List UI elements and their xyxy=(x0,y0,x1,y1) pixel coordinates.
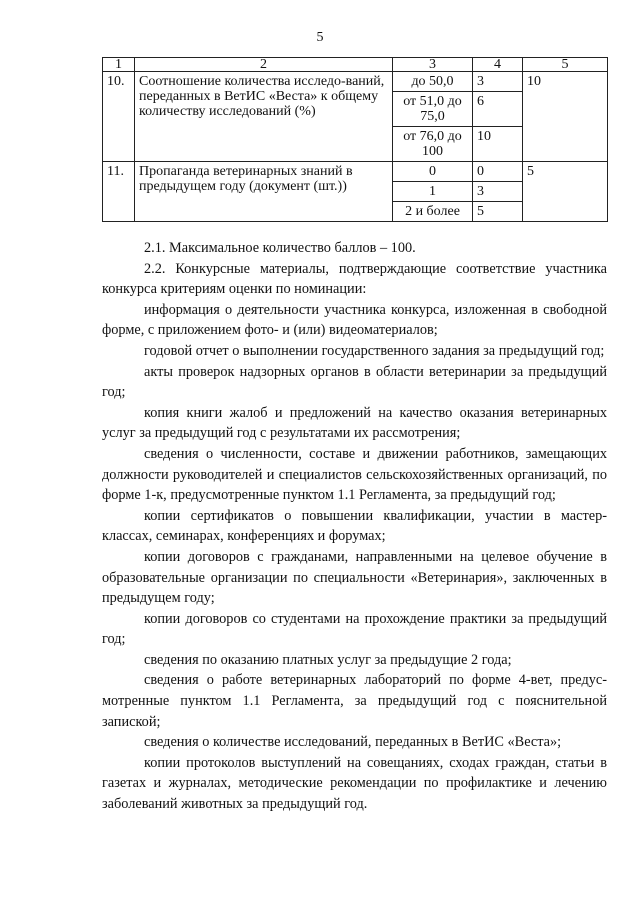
list-item: годовой отчет о выполнении государственного задания за предыдущий год; xyxy=(144,342,605,359)
list-item: копия книги жалоб и предложений на качество оказания ветеринарных услуг за предыдущий год с результатами их рассмотрения; xyxy=(102,404,607,442)
list-item: копии сертификатов о повышении квалификации, участии в мастер-классах, семинарах, конференциях и форумах; xyxy=(102,507,607,545)
score-cell: 5 xyxy=(473,202,523,222)
list-item: сведения о численности, составе и движении работников, замещающих должности руководителей и специалистов сельскохозяйственных организаций, по форме 1-к, предусмотренные пунктом 1.1 Регламента, за предыдущий год; xyxy=(102,445,607,504)
list-item: сведения о работе ветеринарных лабораторий по форме 4-вет, предус-мотренные пунктом 1.1 Регламента, за предыдущий год с пояснительной запиской; xyxy=(102,672,607,730)
header-cell: 5 xyxy=(523,58,608,72)
criterion-cell: Соотношение количества исследо-ваний, переданных в ВетИС «Веста» к общему количеству исследований (%) xyxy=(135,72,393,162)
header-cell: 1 xyxy=(103,58,135,72)
range-cell: от 76,0 до 100 xyxy=(393,127,473,162)
table-header-row xyxy=(103,58,608,72)
header-cell: 3 xyxy=(393,58,473,72)
list-item: копии договоров со студентами на прохождение практики за предыдущий год; xyxy=(102,610,607,648)
document-body xyxy=(102,238,607,815)
paragraph-max-score: 2.1. Максимальное количество баллов – 100. xyxy=(144,240,416,256)
range-cell: до 50,0 xyxy=(393,72,473,92)
page-number: 5 xyxy=(316,30,324,45)
criterion-cell: Пропаганда ветеринарных знаний в предыдущем году (документ (шт.)) xyxy=(135,162,393,222)
header-cell: 2 xyxy=(135,58,393,72)
score-cell: 3 xyxy=(473,72,523,92)
list-item: сведения о количестве исследований, переданных в ВетИС «Веста»; xyxy=(144,734,562,751)
criteria-table xyxy=(102,57,608,222)
max-score-cell: 5 xyxy=(523,162,608,222)
score-cell: 6 xyxy=(473,92,523,127)
list-item: копии протоколов выступлений на совещаниях, сходах граждан, статьи в газетах и журналах, методические рекомендации по профилактике и лечению заболеваний животных за предыдущий год. xyxy=(102,754,607,813)
range-cell: 2 и более xyxy=(393,202,473,222)
range-cell: 1 xyxy=(393,182,473,202)
list-item: акты проверок надзорных органов в области ветеринарии за предыдущий год; xyxy=(102,363,607,401)
paragraph-materials-intro: 2.2. Конкурсные материалы, подтверждающие соответствие участника конкурса критериям оценки по номинации: xyxy=(102,260,607,298)
range-cell: от 51,0 до 75,0 xyxy=(393,92,473,127)
list-item: информация о деятельности участника конкурса, изложенная в свободной форме, с приложением фото- и (или) видеоматериалов; xyxy=(102,301,607,339)
range-cell: 0 xyxy=(393,162,473,182)
row-number: 11. xyxy=(103,162,135,222)
score-cell: 10 xyxy=(473,127,523,162)
max-score-cell: 10 xyxy=(523,72,608,162)
table-row xyxy=(103,72,608,92)
list-item: копии договоров с гражданами, направленными на целевое обучение в образовательные организации по специальности «Ветеринария», заключенных в предыдущем году; xyxy=(102,548,607,607)
list-item: сведения по оказанию платных услуг за предыдущие 2 года; xyxy=(144,651,512,668)
score-cell: 3 xyxy=(473,182,523,202)
score-cell: 0 xyxy=(473,162,523,182)
table-row xyxy=(103,162,608,182)
row-number: 10. xyxy=(103,72,135,162)
header-cell: 4 xyxy=(473,58,523,72)
